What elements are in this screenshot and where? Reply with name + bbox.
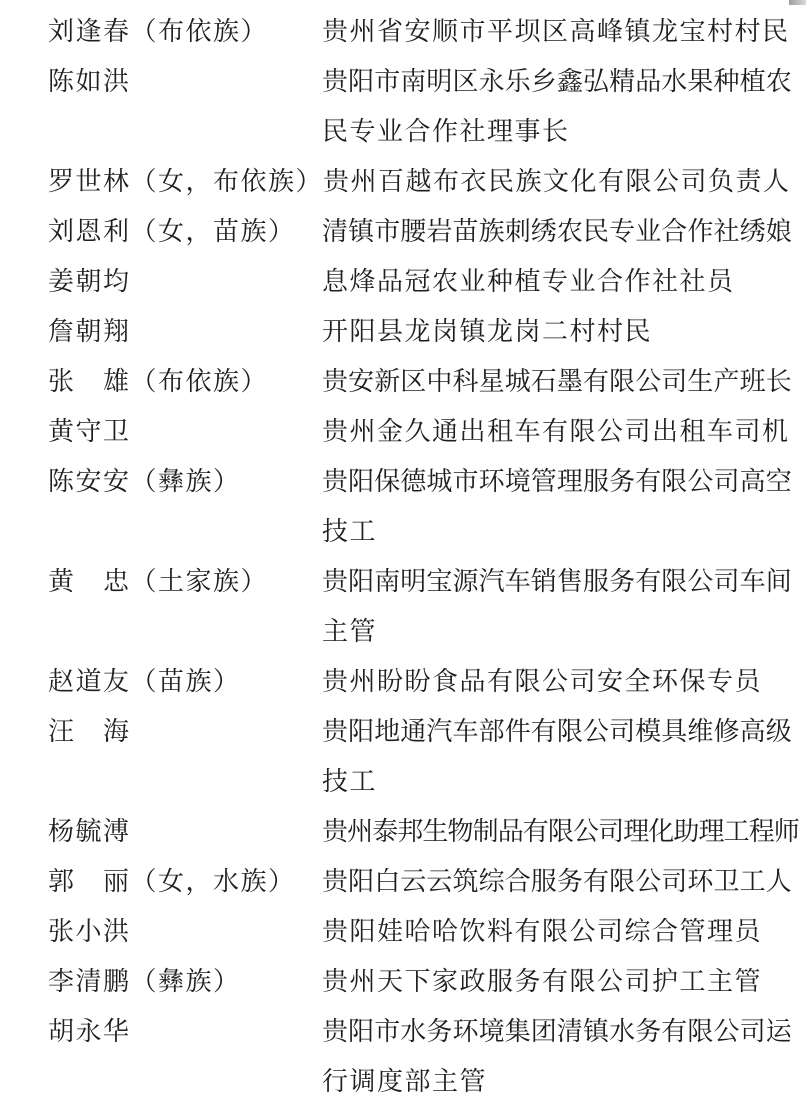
person-name: 姜朝均 (48, 267, 131, 297)
person-name: 张小洪 (48, 917, 131, 947)
list-item (48, 1007, 806, 1107)
person-title (322, 7, 804, 57)
person-title-line: 贵州省安顺市平坝区高峰镇龙宝村村民 (322, 17, 790, 47)
list-item (48, 7, 806, 57)
list-item (48, 57, 806, 157)
list-item (48, 207, 806, 257)
person-title-line: 技工 (322, 767, 378, 797)
person-title (322, 257, 804, 307)
person-title (322, 1007, 804, 1107)
list-item (48, 857, 806, 907)
list-item (48, 907, 806, 957)
list-item (48, 957, 806, 1007)
person-name: 陈如洪 (48, 67, 131, 97)
person-title-line: 贵阳娃哈哈饮料有限公司综合管理员 (322, 917, 763, 947)
scrollbar-artifact (789, 0, 806, 5)
person-title-line: 行调度部主管 (322, 1067, 488, 1097)
person-name: 刘逢春（布依族） (48, 17, 269, 47)
list-item (48, 307, 806, 357)
person-title-line: 开阳县龙岗镇龙岗二村村民 (322, 317, 653, 347)
award-recipient-list (48, 7, 806, 1107)
person-title (322, 707, 804, 807)
person-title (323, 157, 805, 207)
list-item (48, 157, 806, 207)
person-title-line: 贵阳市水务环境集团清镇水务有限公司运 (322, 1017, 792, 1047)
person-title-line: 贵州泰邦生物制品有限公司理化助理工程师 (322, 817, 799, 847)
person-name: 赵道友（苗族） (48, 667, 241, 697)
person-title-line: 清镇市腰岩苗族刺绣农民专业合作社绣娘 (322, 217, 792, 247)
person-name: 刘恩利（女，苗族） (48, 217, 296, 247)
person-title-line: 主管 (322, 617, 378, 647)
person-name: 罗世林（女，布依族） (48, 167, 324, 197)
person-name: 黄 忠（土家族） (48, 567, 269, 597)
person-title-line: 贵阳保德城市环境管理服务有限公司高空 (322, 467, 792, 497)
list-item (48, 257, 806, 307)
person-title-line: 技工 (322, 517, 378, 547)
person-title-line: 贵州天下家政服务有限公司护工主管 (322, 967, 763, 997)
person-title-line: 贵阳地通汽车部件有限公司模具维修高级 (322, 717, 792, 747)
person-name: 陈安安（彝族） (48, 467, 241, 497)
person-title (322, 557, 804, 657)
person-title-line: 民专业合作社理事长 (322, 117, 570, 147)
list-item (48, 407, 806, 457)
person-name: 郭 丽（女，水族） (48, 867, 296, 897)
person-name: 张 雄（布依族） (48, 367, 269, 397)
person-title (322, 807, 804, 857)
person-name: 胡永华 (48, 1017, 131, 1047)
list-item (48, 657, 806, 707)
person-title (322, 907, 804, 957)
person-title-line: 贵州盼盼食品有限公司安全环保专员 (322, 667, 763, 697)
list-item (48, 707, 806, 807)
person-title-line: 贵阳南明宝源汽车销售服务有限公司车间 (322, 567, 792, 597)
person-title (322, 407, 804, 457)
list-item (48, 357, 806, 407)
person-name: 詹朝翔 (48, 317, 131, 347)
person-title-line: 贵州金久通出租车有限公司出租车司机 (322, 417, 790, 447)
person-title (322, 457, 804, 557)
person-title-line: 贵安新区中科星城石墨有限公司生产班长 (322, 367, 792, 397)
person-title-line: 贵阳白云云筑综合服务有限公司环卫工人 (322, 867, 792, 897)
person-name: 杨毓溥 (48, 817, 131, 847)
person-title (322, 57, 804, 157)
person-title-line: 息烽品冠农业种植专业合作社社员 (322, 267, 735, 297)
person-title (322, 207, 804, 257)
list-item (48, 557, 806, 657)
person-title-line: 贵州百越布衣民族文化有限公司负责人 (323, 167, 791, 197)
person-name: 李清鹏（彝族） (48, 967, 241, 997)
list-item (48, 457, 806, 557)
person-name: 黄守卫 (48, 417, 131, 447)
person-title (322, 307, 804, 357)
person-name: 汪 海 (48, 717, 131, 747)
list-item (48, 807, 806, 857)
person-title (322, 357, 804, 407)
person-title (322, 657, 804, 707)
person-title (322, 957, 804, 1007)
person-title (322, 857, 804, 907)
person-title-line: 贵阳市南明区永乐乡鑫弘精品水果种植农 (322, 67, 792, 97)
